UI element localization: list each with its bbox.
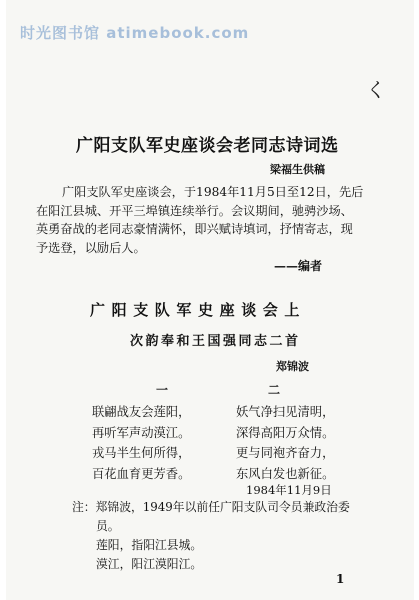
page-number: 1 [336,572,345,586]
poem-author: 郑锦波 [276,360,309,373]
poem-line: 深得高阳万众情。 [236,425,335,440]
footnote [72,498,350,574]
poem-line: 更与同袍齐奋力， [236,446,335,460]
footnote-line: 莲阳，指阳江县城。 [96,538,203,552]
corner-mark: く [366,78,386,102]
poem-line: 妖气净扫见清明， [236,405,335,419]
section2-subtitle: 次韵奉和王国强同志二首 [130,334,301,349]
editor-signature: ——编者 [274,259,323,273]
poem-line: 再听军声动漠江。 [92,425,191,440]
poem-line: 联翩战友会莲阳， [92,405,191,419]
poem-line: 百花血育更芳香。 [92,466,191,481]
intro-line: 在阳江县城、开平三埠镇连续举行。会议期间，驰骋沙场、 [36,203,353,218]
document-page [6,0,414,600]
poem-line: 东风白发也新征。 [236,466,335,481]
poem-line: 戎马半生何所得， [92,446,191,460]
footnote-line: 员。 [96,519,120,533]
intro-paragraph [36,183,368,257]
section1-title: 广阳支队军史座谈会老同志诗词选 [76,136,339,156]
watermark: 时光图书馆 atimebook.com [20,24,250,42]
poem2-lines [236,402,334,484]
poem2-number: 二 [268,383,281,397]
section2-title: 广阳支队军史座谈会上 [90,301,307,319]
intro-line: 予选登，以励后人。 [36,240,146,255]
poem1-lines [92,402,190,484]
intro-line: 广阳支队军史座谈会，于1984年11月5日至12日，先后 [62,185,364,199]
section1-contributor: 梁福生供稿 [270,163,325,176]
poem-date: 1984年11月9日 [246,483,332,497]
footnote-line: 漠江，阳江漠阳江。 [96,557,203,571]
poem1-number: 一 [156,383,169,397]
footnote-line: 注：郑锦波，1949年以前任广阳支队司令员兼政治委 [72,500,350,514]
intro-line: 英勇奋战的老同志豪情满怀，即兴赋诗填词，抒情寄志，现 [36,222,353,236]
